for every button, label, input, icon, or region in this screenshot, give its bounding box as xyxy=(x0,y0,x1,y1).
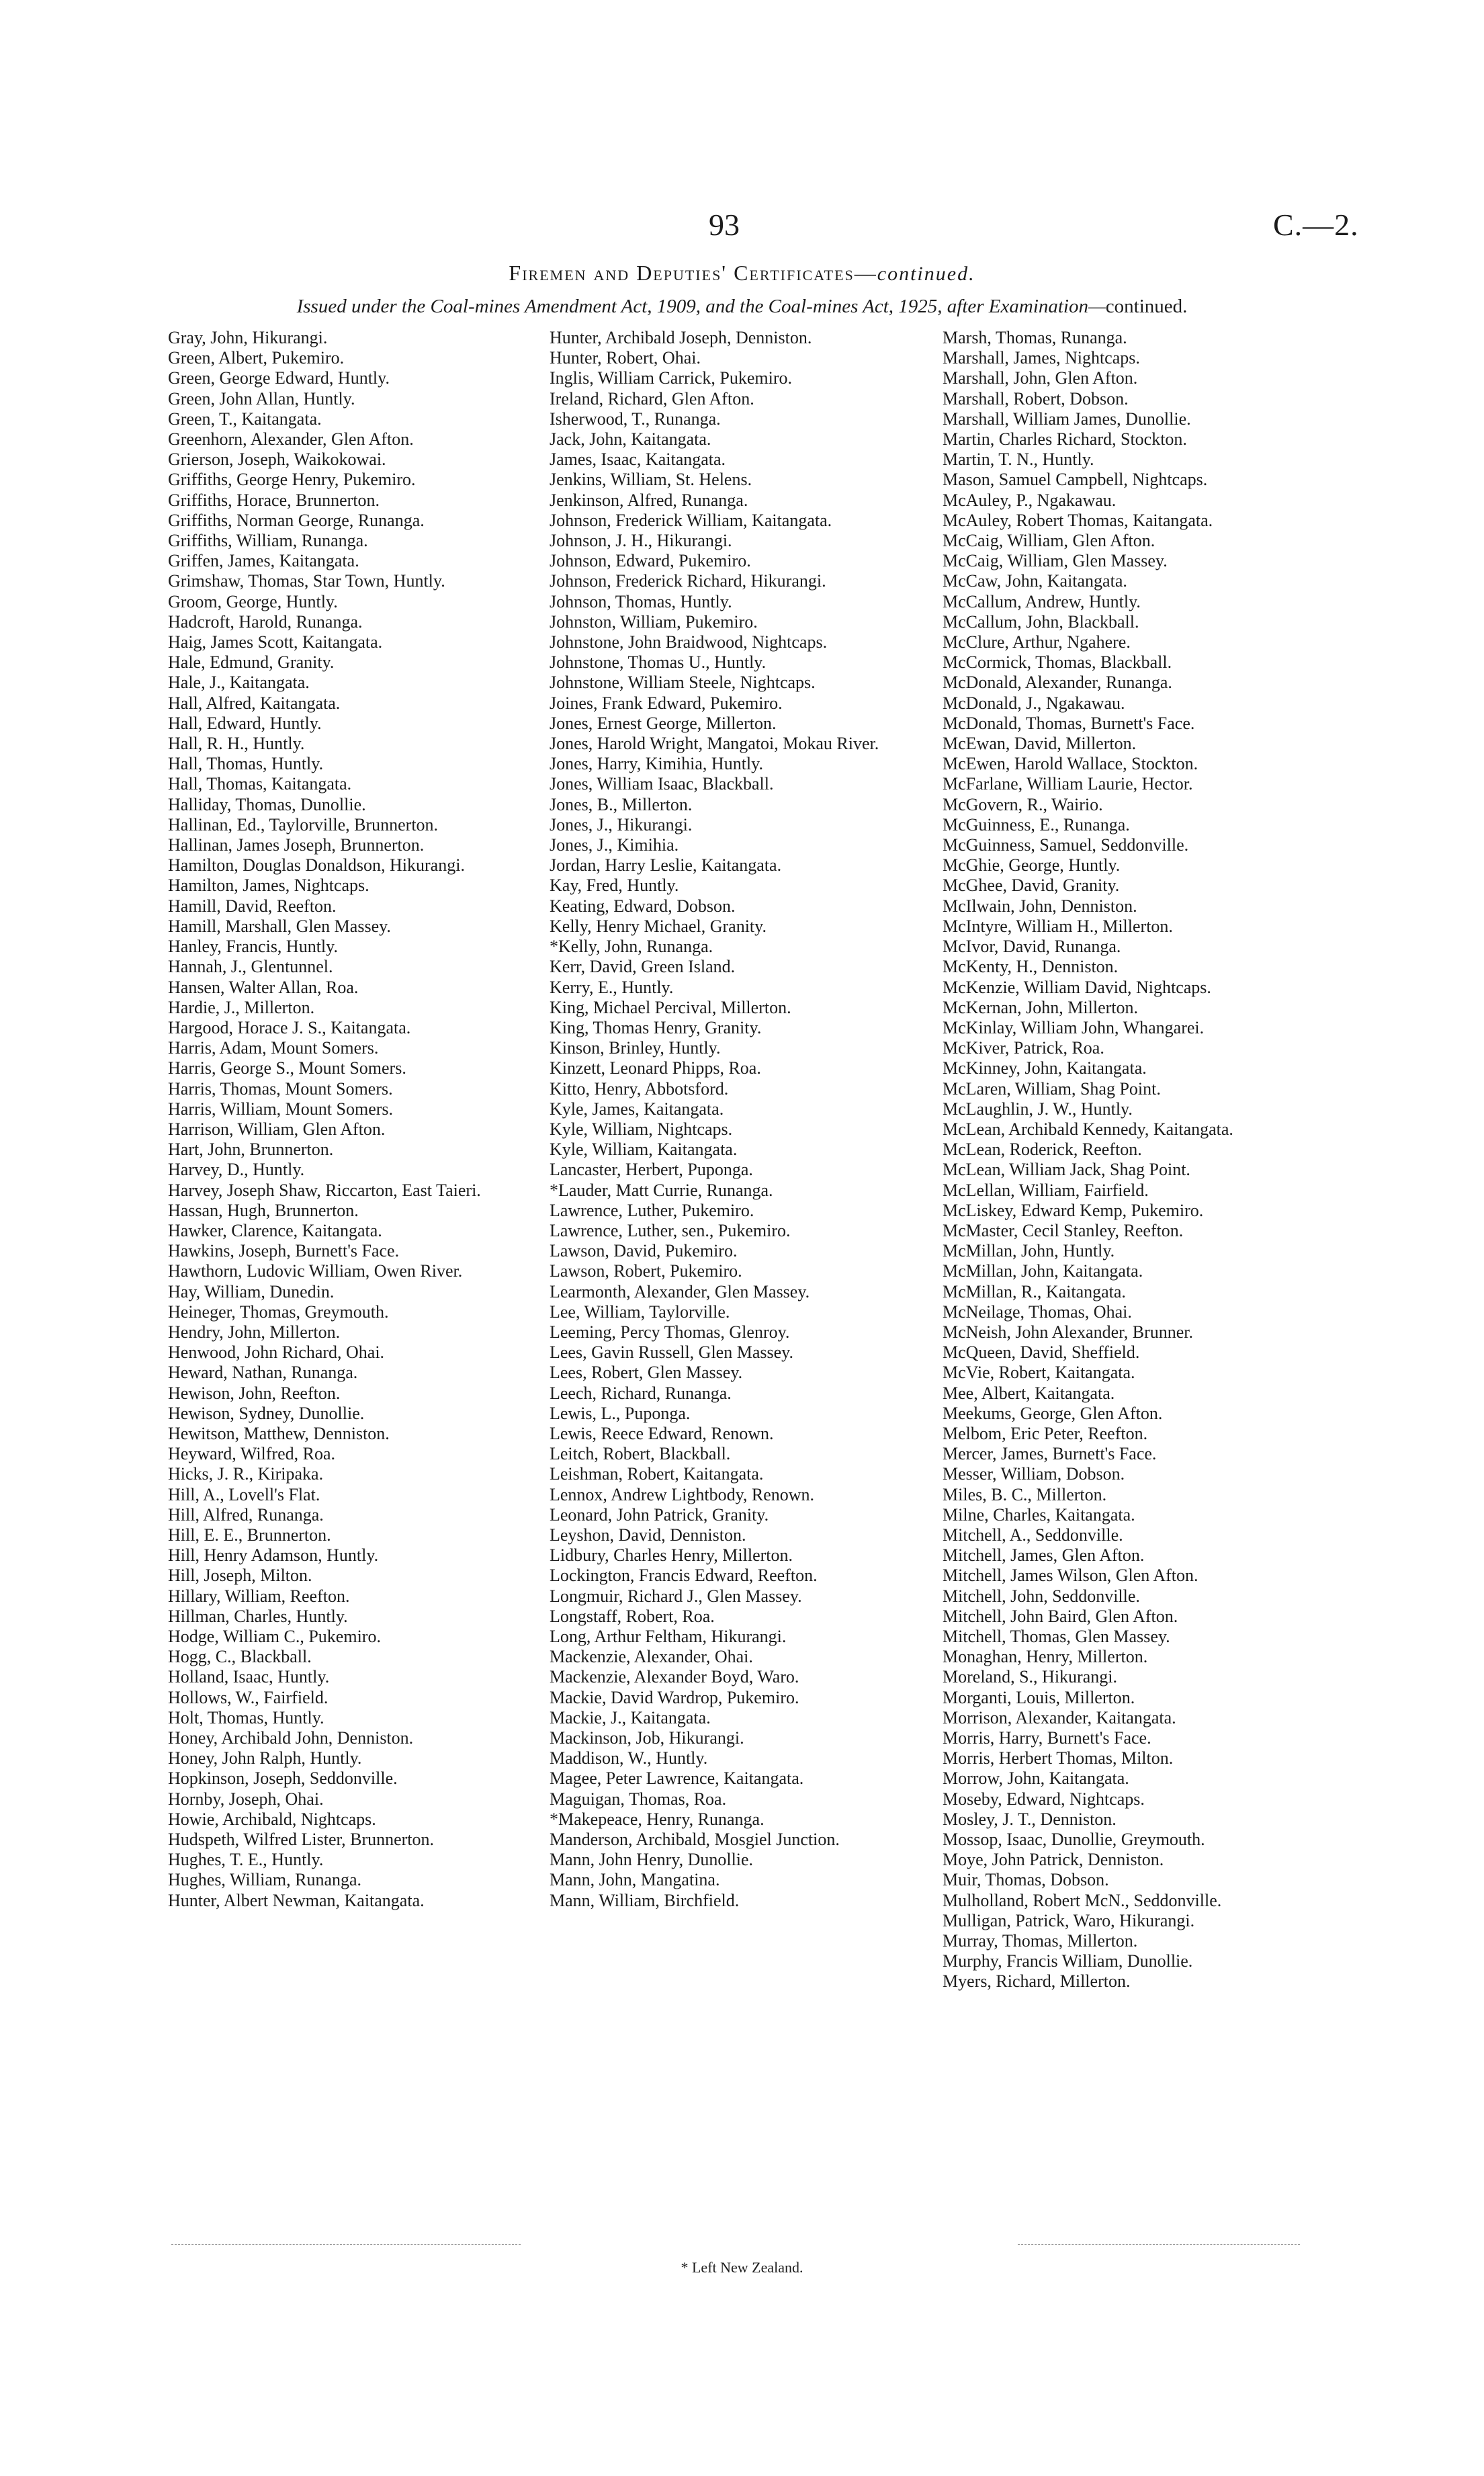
certificate-holder-entry: Morris, Herbert Thomas, Milton. xyxy=(943,1748,1174,1768)
certificate-holder-entry: *Lauder, Matt Currie, Runanga. xyxy=(550,1180,773,1200)
certificate-holder-entry: Mann, John, Mangatina. xyxy=(550,1870,720,1890)
certificate-holder-entry: Maddison, W., Huntly. xyxy=(550,1748,708,1768)
certificate-holder-entry: Harrison, William, Glen Afton. xyxy=(168,1119,386,1139)
certificate-holder-entry: Milne, Charles, Kaitangata. xyxy=(943,1504,1135,1525)
certificate-holder-entry: Mitchell, A., Seddonville. xyxy=(943,1525,1123,1545)
certificate-holder-entry: Kelly, Henry Michael, Granity. xyxy=(550,916,767,936)
certificate-holder-entry: Johnstone, John Braidwood, Nightcaps. xyxy=(550,632,828,652)
certificate-holder-entry: Learmonth, Alexander, Glen Massey. xyxy=(550,1281,810,1301)
certificate-holder-entry: Green, T., Kaitangata. xyxy=(168,409,322,429)
certificate-holder-entry: Mitchell, John Baird, Glen Afton. xyxy=(943,1606,1178,1626)
certificate-holder-entry: Henwood, John Richard, Ohai. xyxy=(168,1342,385,1363)
certificate-holder-entry: McMillan, John, Huntly. xyxy=(943,1241,1115,1261)
certificate-holder-entry: Martin, T. N., Huntly. xyxy=(943,450,1094,470)
names-column-2 xyxy=(550,328,916,1911)
certificate-holder-entry: Kitto, Henry, Abbotsford. xyxy=(550,1078,729,1099)
certificate-holder-entry: Haig, James Scott, Kaitangata. xyxy=(168,632,383,652)
subheading-continued: continued. xyxy=(1105,296,1188,317)
certificate-holder-entry: McCaig, William, Glen Afton. xyxy=(943,531,1155,551)
certificate-holder-entry: Hicks, J. R., Kiripaka. xyxy=(168,1464,324,1484)
certificate-holder-entry: Marshall, John, Glen Afton. xyxy=(943,368,1138,388)
certificate-holder-entry: Lawrence, Luther, sen., Pukemiro. xyxy=(550,1220,791,1240)
certificate-holder-entry: Hale, Edmund, Granity. xyxy=(168,652,335,673)
certificate-holder-entry: Lewis, Reece Edward, Renown. xyxy=(550,1423,774,1443)
certificate-holder-entry: Lees, Robert, Glen Massey. xyxy=(550,1363,743,1383)
certificate-holder-entry: Hendry, John, Millerton. xyxy=(168,1322,341,1342)
certificate-holder-entry: McKinlay, William John, Whangarei. xyxy=(943,1017,1205,1037)
certificate-holder-entry: Kinson, Brinley, Huntly. xyxy=(550,1038,721,1058)
certificate-holder-entry: Hewitson, Matthew, Denniston. xyxy=(168,1423,390,1443)
certificate-holder-entry: Hewison, John, Reefton. xyxy=(168,1383,341,1403)
certificate-holder-entry: Lawson, David, Pukemiro. xyxy=(550,1241,738,1261)
certificate-holder-entry: McKenzie, William David, Nightcaps. xyxy=(943,977,1211,997)
certificate-holder-entry: McLaughlin, J. W., Huntly. xyxy=(943,1099,1133,1119)
certificate-holder-entry: Morris, Harry, Burnett's Face. xyxy=(943,1728,1151,1748)
certificate-holder-entry: Harvey, D., Huntly. xyxy=(168,1160,305,1180)
certificate-holder-entry: Gray, John, Hikurangi. xyxy=(168,328,328,347)
certificate-holder-entry: Murphy, Francis William, Dunollie. xyxy=(943,1951,1193,1971)
certificate-holder-entry: Halliday, Thomas, Dunollie. xyxy=(168,794,366,814)
certificate-holder-entry: Mitchell, James Wilson, Glen Afton. xyxy=(943,1566,1198,1586)
certificate-holder-entry: McCormick, Thomas, Blackball. xyxy=(943,652,1172,673)
certificate-holder-entry: Inglis, William Carrick, Pukemiro. xyxy=(550,368,792,388)
certificate-holder-entry: McIvor, David, Runanga. xyxy=(943,937,1121,957)
certificate-holder-entry: Hillary, William, Reefton. xyxy=(168,1586,350,1606)
certificate-holder-entry: Longstaff, Robert, Roa. xyxy=(550,1606,715,1626)
page-number: 93 xyxy=(709,208,740,242)
certificate-holder-entry: Mackenzie, Alexander, Ohai. xyxy=(550,1647,753,1667)
certificate-holder-entry: Jordan, Harry Leslie, Kaitangata. xyxy=(550,855,782,876)
certificate-holder-entry: McEwen, Harold Wallace, Stockton. xyxy=(943,754,1198,774)
certificate-holder-entry: Melbom, Eric Peter, Reefton. xyxy=(943,1423,1148,1443)
certificate-holder-entry: Kyle, James, Kaitangata. xyxy=(550,1099,724,1119)
certificate-holder-entry: Holland, Isaac, Huntly. xyxy=(168,1667,330,1687)
certificate-holder-entry: Johnson, J. H., Hikurangi. xyxy=(550,531,732,551)
certificate-holder-entry: Hamill, David, Reefton. xyxy=(168,896,337,916)
certificate-holder-entry: McIlwain, John, Denniston. xyxy=(943,896,1137,916)
certificate-holder-entry: Jones, J., Kimihia. xyxy=(550,835,679,855)
certificate-holder-entry: Jones, Harold Wright, Mangatoi, Mokau River. xyxy=(550,734,879,754)
certificate-holder-entry: McClure, Arthur, Ngahere. xyxy=(943,632,1131,652)
certificate-holder-entry: McCallum, Andrew, Huntly. xyxy=(943,591,1141,611)
certificate-holder-entry: Lee, William, Taylorville. xyxy=(550,1301,730,1322)
certificate-holder-entry: Hodge, William C., Pukemiro. xyxy=(168,1627,381,1646)
certificate-holder-entry: Holt, Thomas, Huntly. xyxy=(168,1707,324,1727)
certificate-holder-entry: Griffen, James, Kaitangata. xyxy=(168,551,359,571)
certificate-holder-entry: Hawkins, Joseph, Burnett's Face. xyxy=(168,1241,400,1261)
certificate-holder-entry: Hassan, Hugh, Brunnerton. xyxy=(168,1200,359,1220)
certificate-holder-entry: Hudspeth, Wilfred Lister, Brunnerton. xyxy=(168,1830,435,1850)
certificate-holder-entry: Jack, John, Kaitangata. xyxy=(550,429,711,450)
certificate-holder-entry: McNeilage, Thomas, Ohai. xyxy=(943,1301,1132,1322)
certificate-holder-entry: McLellan, William, Fairfield. xyxy=(943,1180,1149,1200)
certificate-holder-entry: King, Thomas Henry, Granity. xyxy=(550,1017,762,1037)
certificate-holder-entry: Mitchell, John, Seddonville. xyxy=(943,1586,1140,1606)
column-end-rule-left xyxy=(171,2244,521,2245)
certificate-holder-entry: McKinney, John, Kaitangata. xyxy=(943,1058,1147,1078)
certificate-holder-entry: McLean, Roderick, Reefton. xyxy=(943,1140,1142,1160)
certificate-holder-entry: Isherwood, T., Runanga. xyxy=(550,409,721,429)
certificate-holder-entry: Lidbury, Charles Henry, Millerton. xyxy=(550,1545,793,1566)
certificate-holder-entry: McMaster, Cecil Stanley, Reefton. xyxy=(943,1220,1184,1240)
certificate-holder-entry: Hall, Thomas, Huntly. xyxy=(168,754,324,774)
certificate-holder-entry: McCaig, William, Glen Massey. xyxy=(943,551,1168,571)
footnote: * Left New Zealand. xyxy=(681,2259,803,2276)
certificate-holder-entry: Hunter, Archibald Joseph, Denniston. xyxy=(550,328,812,347)
certificate-holder-entry: McGovern, R., Wairio. xyxy=(943,794,1103,814)
certificate-holder-entry: Hunter, Robert, Ohai. xyxy=(550,348,701,368)
certificate-holder-entry: McDonald, Alexander, Runanga. xyxy=(943,673,1172,693)
certificate-holder-entry: McIntyre, William H., Millerton. xyxy=(943,916,1173,936)
certificate-holder-entry: Hill, E. E., Brunnerton. xyxy=(168,1525,331,1545)
section-heading-continued: continued. xyxy=(877,263,975,285)
certificate-holder-entry: Mackie, J., Kaitangata. xyxy=(550,1707,711,1727)
subheading-text: Issued under the Coal-mines Amendment Act, 1909, and the Coal-mines Act, 1925, after Examination— xyxy=(296,296,1106,317)
certificate-holder-entry: Harris, William, Mount Somers. xyxy=(168,1099,394,1119)
certificate-holder-entry: Hart, John, Brunnerton. xyxy=(168,1140,334,1160)
certificate-holder-entry: *Makepeace, Henry, Runanga. xyxy=(550,1809,765,1829)
certificate-holder-entry: Leishman, Robert, Kaitangata. xyxy=(550,1464,764,1484)
certificate-holder-entry: Johnson, Frederick Richard, Hikurangi. xyxy=(550,571,826,591)
certificate-holder-entry: Heward, Nathan, Runanga. xyxy=(168,1363,358,1383)
certificate-holder-entry: Harvey, Joseph Shaw, Riccarton, East Taieri. xyxy=(168,1180,481,1200)
certificate-holder-entry: Jones, B., Millerton. xyxy=(550,794,693,814)
certificate-holder-entry: McGhee, David, Granity. xyxy=(943,876,1120,896)
certificate-holder-entry: Lockington, Francis Edward, Reefton. xyxy=(550,1566,818,1586)
certificate-holder-entry: Hawthorn, Ludovic William, Owen River. xyxy=(168,1261,463,1281)
certificate-holder-entry: McGhie, George, Huntly. xyxy=(943,855,1121,876)
certificate-holder-entry: Moseby, Edward, Nightcaps. xyxy=(943,1789,1145,1809)
certificate-holder-entry: Kerry, E., Huntly. xyxy=(550,977,674,997)
certificate-holder-entry: Morrison, Alexander, Kaitangata. xyxy=(943,1707,1176,1727)
certificate-holder-entry: Mackie, David Wardrop, Pukemiro. xyxy=(550,1687,799,1707)
certificate-holder-entry: Mercer, James, Burnett's Face. xyxy=(943,1444,1157,1464)
certificate-holder-entry: Manderson, Archibald, Mosgiel Junction. xyxy=(550,1830,840,1850)
certificate-holder-entry: McLiskey, Edward Kemp, Pukemiro. xyxy=(943,1200,1204,1220)
certificate-holder-entry: Jenkins, William, St. Helens. xyxy=(550,470,752,490)
certificate-holder-entry: Mee, Albert, Kaitangata. xyxy=(943,1383,1115,1403)
certificate-holder-entry: Hadcroft, Harold, Runanga. xyxy=(168,611,363,632)
certificate-holder-entry: McQueen, David, Sheffield. xyxy=(943,1342,1140,1363)
certificate-holder-entry: Harris, Adam, Mount Somers. xyxy=(168,1038,379,1058)
certificate-holder-entry: Marshall, Robert, Dobson. xyxy=(943,388,1129,409)
certificate-holder-entry: Green, Albert, Pukemiro. xyxy=(168,348,345,368)
certificate-holder-entry: Mosley, J. T., Denniston. xyxy=(943,1809,1117,1829)
certificate-holder-entry: Johnstone, William Steele, Nightcaps. xyxy=(550,673,816,693)
certificate-holder-entry: Lawson, Robert, Pukemiro. xyxy=(550,1261,742,1281)
column-end-rule-right xyxy=(1018,2244,1300,2245)
certificate-holder-entry: Lancaster, Herbert, Puponga. xyxy=(550,1160,753,1180)
certificate-holder-entry: McDonald, Thomas, Burnett's Face. xyxy=(943,713,1195,733)
certificate-holder-entry: Green, George Edward, Huntly. xyxy=(168,368,390,388)
certificate-holder-entry: Magee, Peter Lawrence, Kaitangata. xyxy=(550,1768,804,1789)
certificate-holder-entry: Leonard, John Patrick, Granity. xyxy=(550,1504,769,1525)
certificate-holder-entry: Mann, William, Birchfield. xyxy=(550,1890,740,1910)
certificate-holder-entry: McLaren, William, Shag Point. xyxy=(943,1078,1161,1099)
certificate-holder-entry: McEwan, David, Millerton. xyxy=(943,734,1137,754)
document-reference: C.—2. xyxy=(1273,208,1359,242)
certificate-holder-entry: Hogg, C., Blackball. xyxy=(168,1647,312,1667)
certificate-holder-entry: Ireland, Richard, Glen Afton. xyxy=(550,388,754,409)
certificate-holder-entry: Kyle, William, Nightcaps. xyxy=(550,1119,733,1139)
certificate-holder-entry: Grimshaw, Thomas, Star Town, Huntly. xyxy=(168,571,445,591)
certificate-holder-entry: Hansen, Walter Allan, Roa. xyxy=(168,977,359,997)
certificate-holder-entry: Jones, Harry, Kimihia, Huntly. xyxy=(550,754,763,774)
certificate-holder-entry: Morrow, John, Kaitangata. xyxy=(943,1768,1129,1789)
certificate-holder-entry: McCaw, John, Kaitangata. xyxy=(943,571,1127,591)
certificate-holder-entry: Hall, Edward, Huntly. xyxy=(168,713,322,733)
certificate-holder-entry: Jenkinson, Alfred, Runanga. xyxy=(550,490,748,510)
certificate-holder-entry: Johnstone, Thomas U., Huntly. xyxy=(550,652,767,673)
certificate-holder-entry: Hargood, Horace J. S., Kaitangata. xyxy=(168,1017,411,1037)
certificate-holder-entry: Harris, George S., Mount Somers. xyxy=(168,1058,406,1078)
certificate-holder-entry: Murray, Thomas, Millerton. xyxy=(943,1931,1138,1951)
certificate-holder-entry: Honey, Archibald John, Denniston. xyxy=(168,1728,414,1748)
certificate-holder-entry: McCallum, John, Blackball. xyxy=(943,611,1139,632)
certificate-holder-entry: Muir, Thomas, Dobson. xyxy=(943,1870,1109,1890)
section-subheading xyxy=(0,296,1484,318)
certificate-holder-entry: McKiver, Patrick, Roa. xyxy=(943,1038,1104,1058)
certificate-holder-entry: Heineger, Thomas, Greymouth. xyxy=(168,1301,389,1322)
certificate-holder-entry: Marshall, James, Nightcaps. xyxy=(943,348,1140,368)
certificate-holder-entry: James, Isaac, Kaitangata. xyxy=(550,450,726,470)
certificate-holder-entry: Griffiths, George Henry, Pukemiro. xyxy=(168,470,416,490)
certificate-holder-entry: Hardie, J., Millerton. xyxy=(168,997,315,1017)
certificate-holder-entry: Hamilton, Douglas Donaldson, Hikurangi. xyxy=(168,855,465,876)
certificate-holder-entry: Hallinan, James Joseph, Brunnerton. xyxy=(168,835,425,855)
certificate-holder-entry: Hughes, T. E., Huntly. xyxy=(168,1850,324,1870)
certificate-holder-entry: Mulholland, Robert McN., Seddonville. xyxy=(943,1890,1222,1910)
certificate-holder-entry: Messer, William, Dobson. xyxy=(943,1464,1125,1484)
certificate-holder-entry: Hill, A., Lovell's Flat. xyxy=(168,1484,320,1504)
certificate-holder-entry: Mason, Samuel Campbell, Nightcaps. xyxy=(943,470,1208,490)
certificate-holder-entry: Hill, Alfred, Runanga. xyxy=(168,1504,324,1525)
certificate-holder-entry: Long, Arthur Feltham, Hikurangi. xyxy=(550,1627,787,1646)
certificate-holder-entry: Griffiths, William, Runanga. xyxy=(168,531,368,551)
certificate-holder-entry: Marsh, Thomas, Runanga. xyxy=(943,328,1127,347)
certificate-holder-entry: McKernan, John, Millerton. xyxy=(943,997,1139,1017)
certificate-holder-entry: Hill, Henry Adamson, Huntly. xyxy=(168,1545,379,1566)
certificate-holder-entry: Jones, J., Hikurangi. xyxy=(550,814,693,835)
certificate-holder-entry: Hunter, Albert Newman, Kaitangata. xyxy=(168,1890,425,1910)
certificate-holder-entry: Hewison, Sydney, Dunollie. xyxy=(168,1403,365,1423)
certificate-holder-entry: Mackinson, Job, Hikurangi. xyxy=(550,1728,744,1748)
certificate-holder-entry: Johnston, William, Pukemiro. xyxy=(550,611,758,632)
certificate-holder-entry: Longmuir, Richard J., Glen Massey. xyxy=(550,1586,802,1606)
names-column-1 xyxy=(168,328,544,1911)
certificate-holder-entry: McGuinness, E., Runanga. xyxy=(943,814,1130,835)
certificate-holder-entry: Hornby, Joseph, Ohai. xyxy=(168,1789,324,1809)
certificate-holder-entry: Hill, Joseph, Milton. xyxy=(168,1566,312,1586)
certificate-holder-entry: Joines, Frank Edward, Pukemiro. xyxy=(550,693,783,713)
certificate-holder-entry: McKenty, H., Denniston. xyxy=(943,957,1119,977)
section-heading xyxy=(0,261,1484,286)
certificate-holder-entry: Howie, Archibald, Nightcaps. xyxy=(168,1809,376,1829)
certificate-holder-entry: Hollows, W., Fairfield. xyxy=(168,1687,329,1707)
certificate-holder-entry: Marshall, William James, Dunollie. xyxy=(943,409,1191,429)
certificate-holder-entry: Myers, Richard, Millerton. xyxy=(943,1971,1131,1992)
certificate-holder-entry: Hanley, Francis, Huntly. xyxy=(168,937,338,957)
certificate-holder-entry: Mann, John Henry, Dunollie. xyxy=(550,1850,754,1870)
certificate-holder-entry: Lawrence, Luther, Pukemiro. xyxy=(550,1200,754,1220)
certificate-holder-entry: Green, John Allan, Huntly. xyxy=(168,388,355,409)
certificate-holder-entry: Honey, John Ralph, Huntly. xyxy=(168,1748,362,1768)
certificate-holder-entry: Hale, J., Kaitangata. xyxy=(168,673,310,693)
certificate-holder-entry: Mitchell, Thomas, Glen Massey. xyxy=(943,1627,1170,1646)
certificate-holder-entry: McAuley, P., Ngakawau. xyxy=(943,490,1117,510)
certificate-holder-entry: Lees, Gavin Russell, Glen Massey. xyxy=(550,1342,793,1363)
certificate-holder-entry: Greenhorn, Alexander, Glen Afton. xyxy=(168,429,414,450)
certificate-holder-entry: *Kelly, John, Runanga. xyxy=(550,937,713,957)
certificate-holder-entry: McAuley, Robert Thomas, Kaitangata. xyxy=(943,510,1213,530)
certificate-holder-entry: Leeming, Percy Thomas, Glenroy. xyxy=(550,1322,790,1342)
certificate-holder-entry: Keating, Edward, Dobson. xyxy=(550,896,736,916)
certificate-holder-entry: Johnson, Edward, Pukemiro. xyxy=(550,551,751,571)
certificate-holder-entry: McNeish, John Alexander, Brunner. xyxy=(943,1322,1194,1342)
certificate-holder-entry: Morganti, Louis, Millerton. xyxy=(943,1687,1135,1707)
certificate-holder-entry: Hamilton, James, Nightcaps. xyxy=(168,876,369,896)
certificate-holder-entry: Johnson, Frederick William, Kaitangata. xyxy=(550,510,832,530)
certificate-holder-entry: Jones, Ernest George, Millerton. xyxy=(550,713,777,733)
certificate-holder-entry: McGuinness, Samuel, Seddonville. xyxy=(943,835,1189,855)
certificate-holder-entry: Heyward, Wilfred, Roa. xyxy=(168,1444,336,1464)
certificate-holder-entry: Hall, Alfred, Kaitangata. xyxy=(168,693,341,713)
certificate-holder-entry: McLean, Archibald Kennedy, Kaitangata. xyxy=(943,1119,1233,1139)
certificate-holder-entry: Hannah, J., Glentunnel. xyxy=(168,957,333,977)
certificate-holder-entry: Leitch, Robert, Blackball. xyxy=(550,1444,731,1464)
certificate-holder-entry: Martin, Charles Richard, Stockton. xyxy=(943,429,1187,450)
certificate-holder-entry: Hillman, Charles, Huntly. xyxy=(168,1606,348,1626)
certificate-holder-entry: Johnson, Thomas, Huntly. xyxy=(550,591,732,611)
certificate-holder-entry: Moye, John Patrick, Denniston. xyxy=(943,1850,1164,1870)
certificate-holder-entry: Hay, William, Dunedin. xyxy=(168,1281,335,1301)
certificate-holder-entry: Leech, Richard, Runanga. xyxy=(550,1383,732,1403)
certificate-holder-entry: Mulligan, Patrick, Waro, Hikurangi. xyxy=(943,1910,1195,1930)
certificate-holder-entry: Lewis, L., Puponga. xyxy=(550,1403,691,1423)
certificate-holder-entry: Hallinan, Ed., Taylorville, Brunnerton. xyxy=(168,814,439,835)
certificate-holder-entry: Hawker, Clarence, Kaitangata. xyxy=(168,1220,382,1240)
certificate-holder-entry: Meekums, George, Glen Afton. xyxy=(943,1403,1163,1423)
certificate-holder-entry: Jones, William Isaac, Blackball. xyxy=(550,774,774,794)
certificate-holder-entry: Kinzett, Leonard Phipps, Roa. xyxy=(550,1058,761,1078)
certificate-holder-entry: Lennox, Andrew Lightbody, Renown. xyxy=(550,1484,815,1504)
certificate-holder-entry: Groom, George, Huntly. xyxy=(168,591,338,611)
certificate-holder-entry: Mossop, Isaac, Dunollie, Greymouth. xyxy=(943,1830,1205,1850)
certificate-holder-entry: Leyshon, David, Denniston. xyxy=(550,1525,746,1545)
certificate-holder-entry: McFarlane, William Laurie, Hector. xyxy=(943,774,1193,794)
certificate-holder-entry: Monaghan, Henry, Millerton. xyxy=(943,1647,1148,1667)
certificate-holder-entry: Griffiths, Norman George, Runanga. xyxy=(168,510,425,530)
certificate-holder-entry: Kay, Fred, Huntly. xyxy=(550,876,679,896)
certificate-holder-entry: McMillan, R., Kaitangata. xyxy=(943,1281,1126,1301)
certificate-holder-entry: Hopkinson, Joseph, Seddonville. xyxy=(168,1768,398,1789)
certificate-holder-entry: Moreland, S., Hikurangi. xyxy=(943,1667,1117,1687)
certificate-holder-entry: Maguigan, Thomas, Roa. xyxy=(550,1789,727,1809)
certificate-holder-entry: McLean, William Jack, Shag Point. xyxy=(943,1160,1190,1180)
certificate-holder-entry: Grierson, Joseph, Waikokowai. xyxy=(168,450,386,470)
certificate-holder-entry: Mitchell, James, Glen Afton. xyxy=(943,1545,1145,1566)
certificate-holder-entry: Hughes, William, Runanga. xyxy=(168,1870,362,1890)
certificate-holder-entry: Kerr, David, Green Island. xyxy=(550,957,736,977)
certificate-holder-entry: Griffiths, Horace, Brunnerton. xyxy=(168,490,380,510)
certificate-holder-entry: Hamill, Marshall, Glen Massey. xyxy=(168,916,391,936)
certificate-holder-entry: McVie, Robert, Kaitangata. xyxy=(943,1363,1135,1383)
certificate-holder-entry: McDonald, J., Ngakawau. xyxy=(943,693,1125,713)
certificate-holder-entry: Miles, B. C., Millerton. xyxy=(943,1484,1107,1504)
names-column-3 xyxy=(943,328,1319,1992)
certificate-holder-entry: Kyle, William, Kaitangata. xyxy=(550,1140,738,1160)
certificate-holder-entry: McMillan, John, Kaitangata. xyxy=(943,1261,1143,1281)
certificate-holder-entry: Hall, R. H., Huntly. xyxy=(168,734,305,754)
certificate-holder-entry: Harris, Thomas, Mount Somers. xyxy=(168,1078,393,1099)
certificate-holder-entry: Mackenzie, Alexander Boyd, Waro. xyxy=(550,1667,799,1687)
section-heading-title: Firemen and Deputies' Certificates— xyxy=(509,261,877,285)
certificate-holder-entry: Hall, Thomas, Kaitangata. xyxy=(168,774,352,794)
certificate-holder-entry: King, Michael Percival, Millerton. xyxy=(550,997,791,1017)
